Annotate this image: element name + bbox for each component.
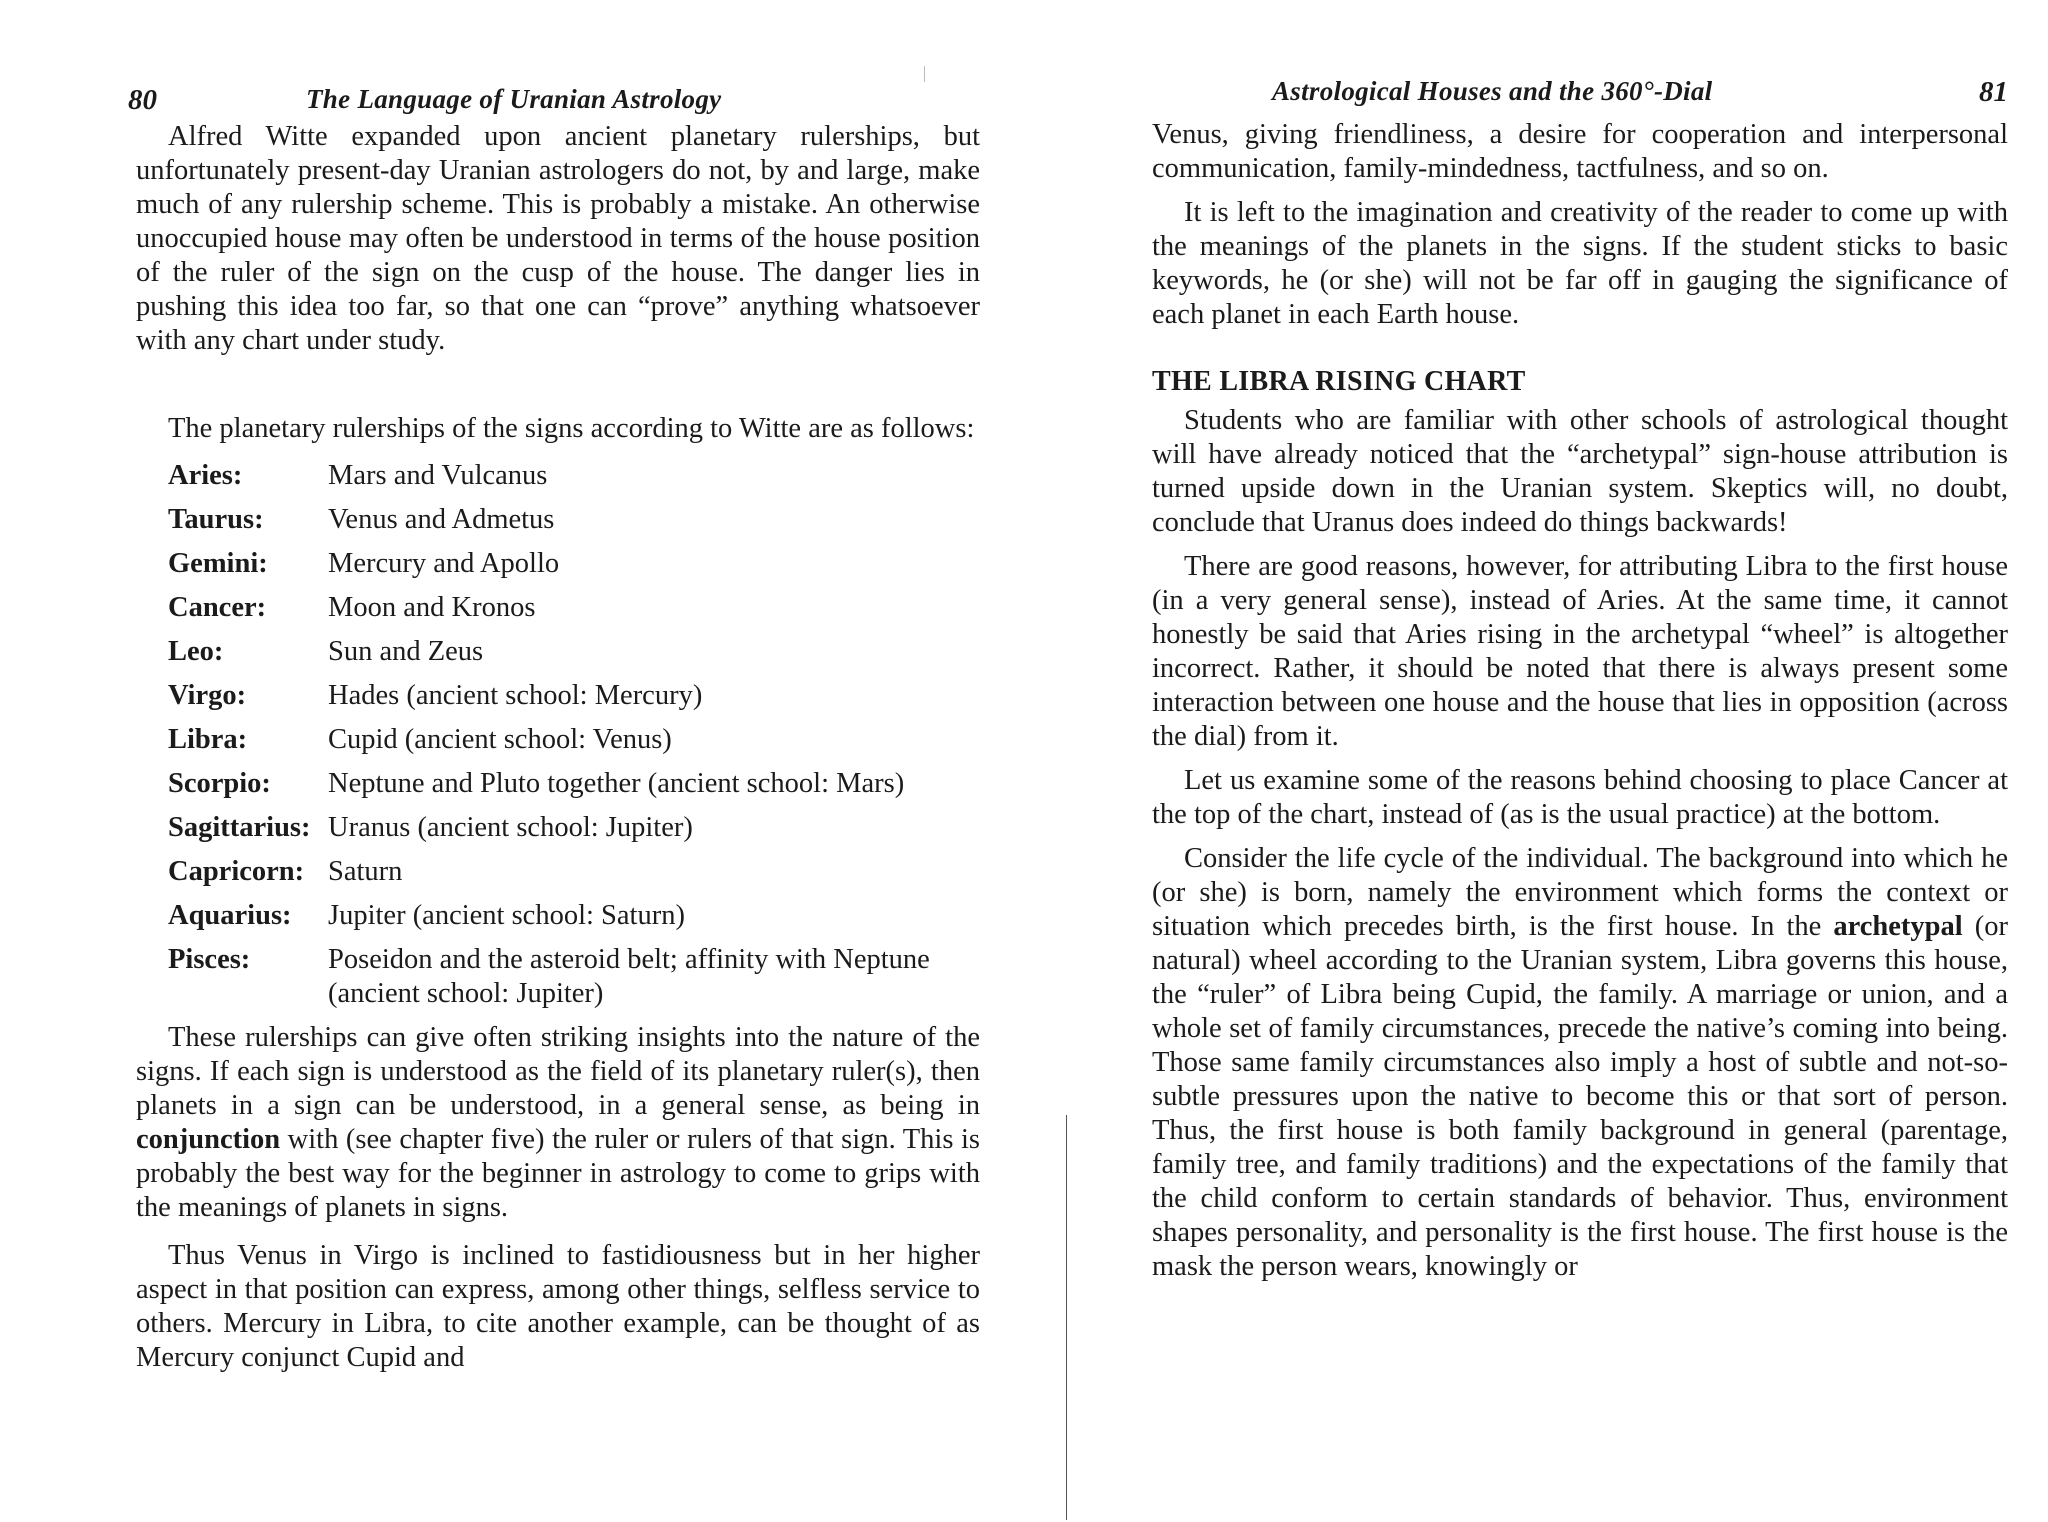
page-number: 80 [128, 84, 157, 116]
ruler-value: Mars and Vulcanus [328, 460, 548, 491]
page-number: 81 [1979, 76, 2008, 108]
sign-label: Virgo: [168, 680, 247, 711]
table-row [168, 718, 1008, 762]
paragraph: The planetary rulerships of the signs according to Witte are as follows: [168, 413, 975, 444]
sign-label: Gemini: [168, 548, 268, 579]
table-row [168, 542, 1008, 586]
rulerships-table [168, 454, 1008, 1015]
ruler-value: Moon and Kronos [328, 592, 536, 623]
table-row [168, 586, 1008, 630]
paragraph-text: with (see chapter five) the ruler or rulers of that sign. This is probably the best way for the beginner in astrology to come to grips with the meanings of planets in signs. [136, 1124, 981, 1223]
paragraph: Let us examine some of the reasons behind choosing to place Cancer at the top of the chart, instead of (as is the usual practice) at the bottom. [1152, 765, 2008, 830]
paragraph-text: These rulerships can give often striking insights into the nature of the signs. If each sign is understood as the field of its planetary ruler(s), then planets in a sign can be understood, in a general sense, as being in [136, 1022, 980, 1121]
paragraph: Students who are familiar with other schools of astrological thought will have already noticed that the “archetypal” sign-house attribution is turned upside down in the Uranian system. Skeptics will, no doubt, conclude that Uranus does indeed do things backwards! [1152, 405, 2008, 538]
ruler-value: Saturn [328, 856, 403, 887]
ruler-value: Uranus (ancient school: Jupiter) [328, 812, 693, 843]
table-row [168, 762, 1008, 806]
left-page-header [128, 70, 980, 116]
table-row [168, 630, 1008, 674]
sign-label: Taurus: [168, 504, 264, 535]
sign-label: Pisces: [168, 944, 251, 975]
sign-label: Capricorn: [168, 856, 305, 887]
running-title: The Language of Uranian Astrology [306, 84, 722, 114]
paragraph: Venus, giving friendliness, a desire for cooperation and interpersonal communication, family-mindedness, tactfulness, and so on. [1152, 119, 2008, 184]
paragraph: Thus Venus in Virgo is inclined to fastidiousness but in her higher aspect in that position can express, among other things, selfless service to others. Mercury in Libra, to cite another example, can be thought of as Mercury conjunct Cupid and [136, 1240, 980, 1373]
right-page-header [1152, 62, 2008, 108]
paragraph-text: Consider the life cycle of the individual. The background into which he (or she) is born, namely the environment which forms the context or situation which precedes birth, is the first house. In the [1152, 843, 2008, 942]
paragraph: Alfred Witte expanded upon ancient planetary rulerships, but unfortunately present-day Uranian astrologers do not, by and large, make much of any rulership scheme. This is probably a mistake. An otherwise unoccupied house may often be understood in terms of the house position of the ruler of the sign on the cusp of the house. The danger lies in pushing this idea too far, so that one can “prove” anything whatsoever with any chart under study. [136, 121, 980, 356]
table-row [168, 850, 1008, 894]
table-row [168, 674, 1008, 718]
table-row [168, 454, 1008, 498]
gutter-line [1066, 1115, 1067, 1520]
bold-term: archetypal [1833, 911, 1963, 942]
section-heading: THE LIBRA RISING CHART [1152, 366, 1526, 397]
table-row [168, 498, 1008, 542]
ruler-value: Hades (ancient school: Mercury) [328, 680, 703, 711]
sign-label: Aquarius: [168, 900, 292, 931]
ruler-value: Venus and Admetus [328, 504, 555, 535]
ruler-value: Sun and Zeus [328, 636, 484, 667]
running-title: Astrological Houses and the 360°-Dial [1272, 76, 1713, 106]
table-row [168, 806, 1008, 850]
table-row [168, 938, 1008, 1015]
sign-label: Leo: [168, 636, 224, 667]
sign-label: Sagittarius: [168, 812, 311, 843]
paragraph [1152, 842, 2008, 1284]
ruler-value: Cupid (ancient school: Venus) [328, 724, 672, 755]
sign-label: Cancer: [168, 592, 267, 623]
table-row [168, 894, 1008, 938]
bold-term: conjunction [136, 1124, 281, 1155]
paragraph [136, 1021, 980, 1225]
right-page [1100, 0, 2048, 1522]
paragraph-text: (or natural) wheel according to the Uranian system, Libra governs this house, the “ruler” of Libra being Cupid, the family. A marriage or union, and a whole set of family circumstances, precede the native’s coming into being. Those same family circumstances also imply a host of subtle and not-so-subtle pressures upon the native to become this or that sort of person. Thus, the first house is both family background in general (parentage, family tree, and family traditions) and the expectations of the family that the child conform to certain standards of behavior. Thus, environment shapes personality, and personality is the first house. The first house is the mask the person wears, knowingly or [1152, 911, 2009, 1282]
sign-label: Scorpio: [168, 768, 271, 799]
paragraph: There are good reasons, however, for attributing Libra to the first house (in a very general sense), instead of Aries. At the same time, it cannot honestly be said that Aries rising in the archetypal “wheel” is altogether incorrect. Rather, it should be noted that there is always present some interaction between one house and the house that lies in opposition (across the dial) from it. [1152, 551, 2008, 752]
sign-label: Aries: [168, 460, 243, 491]
paragraph: It is left to the imagination and creativity of the reader to come up with the meanings of the planets in the signs. If the student sticks to basic keywords, he (or she) will not be far off in gauging the significance of each planet in each Earth house. [1152, 197, 2008, 330]
ruler-value: Poseidon and the asteroid belt; affinity with Neptune (ancient school: Jupiter) [328, 944, 930, 1009]
sign-label: Libra: [168, 724, 248, 755]
ruler-value: Neptune and Pluto together (ancient school: Mars) [328, 768, 905, 799]
ruler-value: Mercury and Apollo [328, 548, 560, 579]
ruler-value: Jupiter (ancient school: Saturn) [328, 900, 685, 931]
